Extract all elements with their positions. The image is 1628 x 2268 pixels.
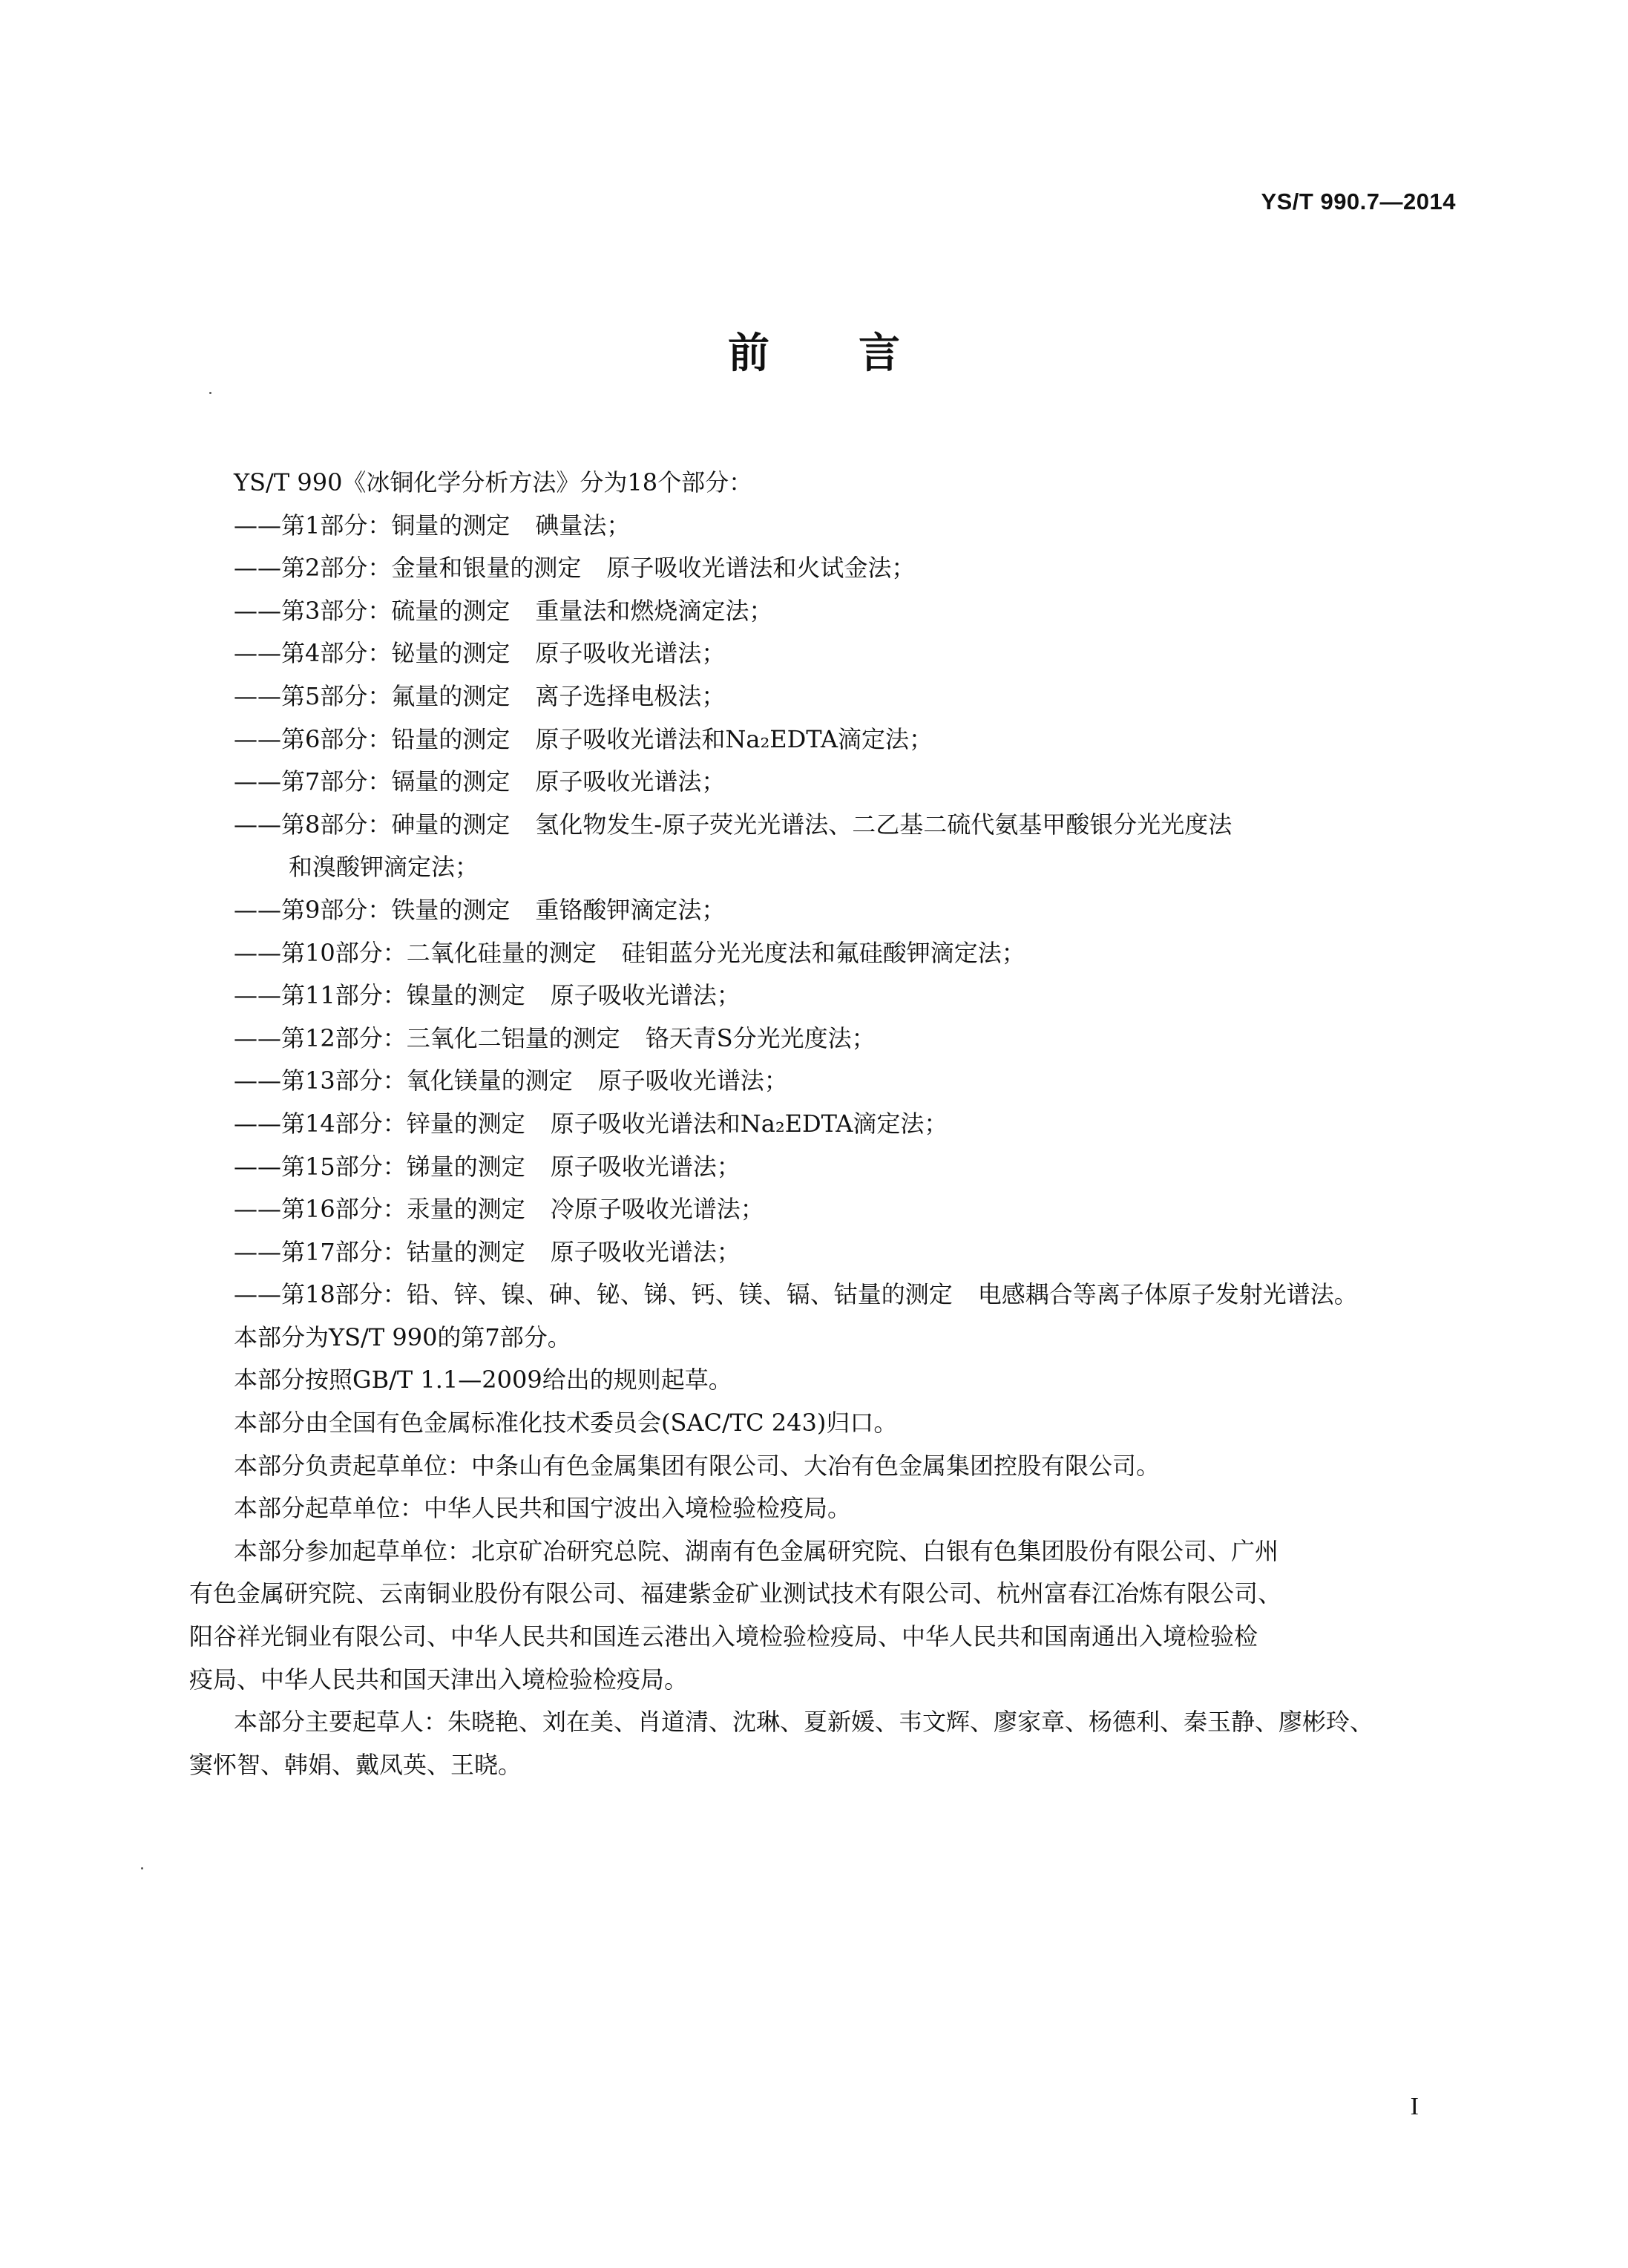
scan-speck: [209, 392, 211, 394]
list-item: [189, 1146, 1462, 1189]
list-item: [189, 675, 1462, 718]
part-method: 原子吸收光谱法；: [535, 767, 726, 796]
paragraph-line: 本部分参加起草单位：北京矿冶研究总院、湖南有色金属研究院、白银有色集团股份有限公司、广州: [234, 1536, 1279, 1565]
list-item: [189, 804, 1462, 847]
paragraph-committee: 本部分由全国有色金属标准化技术委员会(SAC/TC 243)归口。: [234, 1409, 898, 1438]
part-label: ——第8部分：砷量的测定: [234, 810, 511, 839]
list-item: [189, 718, 1462, 761]
list-item: [189, 1231, 1462, 1274]
part-method: 电感耦合等离子体原子发射光谱法。: [977, 1280, 1358, 1309]
part-method: 原子吸收光谱法；: [550, 1237, 741, 1266]
paragraph-line: 窦怀智、韩娟、戴凤英、王晓。: [189, 1750, 522, 1779]
paragraph-responsible-units: 本部分负责起草单位：中条山有色金属集团有限公司、大冶有色金属集团控股有限公司。: [234, 1451, 1161, 1480]
paragraph-line: 本部分主要起草人：朱晓艳、刘在美、肖道清、沈琳、夏新媛、韦文辉、廖家章、杨德利、秦玉静、廖彬玲、: [234, 1708, 1374, 1737]
list-item: [189, 505, 1462, 548]
list-item: [189, 1274, 1462, 1317]
paragraph-drafting-unit: 本部分起草单位：中华人民共和国宁波出入境检验检疫局。: [234, 1494, 852, 1523]
part-method: 原子吸收光谱法；: [597, 1066, 788, 1095]
page-number: I: [1410, 2093, 1419, 2120]
part-method: 重量法和燃烧滴定法；: [535, 596, 773, 625]
standard-code: YS/T 990.7—2014: [1261, 189, 1456, 214]
paragraph-drafting-rules: 本部分按照GB/T 1.1—2009给出的规则起草。: [234, 1366, 732, 1394]
part-label: ——第1部分：铜量的测定: [234, 511, 511, 540]
part-label: ——第18部分：铅、锌、镍、砷、铋、锑、钙、镁、镉、钴量的测定: [234, 1280, 953, 1309]
paragraph-line: 疫局、中华人民共和国天津出入境检验检疫局。: [189, 1665, 689, 1694]
part-label: ——第11部分：镍量的测定: [234, 981, 525, 1010]
part-method: 离子选择电极法；: [535, 681, 726, 710]
page-title: 前言: [728, 330, 989, 378]
part-label: ——第6部分：铅量的测定: [234, 724, 511, 753]
part-method: 原子吸收光谱法；: [535, 639, 726, 668]
part-method: 原子吸收光谱法和Na₂EDTA滴定法；: [550, 1109, 948, 1138]
list-item: [189, 590, 1462, 633]
list-item: [189, 974, 1462, 1017]
part-label: ——第15部分：锑量的测定: [234, 1152, 525, 1181]
part-method: 铬天青S分光光度法；: [645, 1023, 876, 1052]
part-method: 原子吸收光谱法；: [550, 981, 741, 1010]
part-method: 硅钼蓝分光光度法和氟硅酸钾滴定法；: [621, 938, 1025, 967]
part-label: ——第10部分：二氧化硅量的测定: [234, 938, 597, 967]
part-label: ——第3部分：硫量的测定: [234, 596, 511, 625]
list-item: [189, 1103, 1462, 1146]
list-item: [189, 932, 1462, 975]
paragraph-line: 有色金属研究院、云南铜业股份有限公司、福建紫金矿业测试技术有限公司、杭州富春江冶炼有限公司、: [189, 1579, 1282, 1608]
list-item: [189, 1188, 1462, 1231]
paragraph-participating-units: [189, 1530, 1462, 1701]
scan-speck: [141, 1867, 143, 1869]
part-method: 重铬酸钾滴定法；: [535, 895, 726, 924]
paragraph-part-number: 本部分为YS/T 990的第7部分。: [234, 1323, 571, 1351]
part-method: 原子吸收光谱法；: [550, 1152, 741, 1181]
list-item: [189, 632, 1462, 675]
list-item: [189, 1060, 1462, 1103]
list-item: [189, 761, 1462, 804]
part-method: 原子吸收光谱法和Na₂EDTA滴定法；: [535, 724, 933, 753]
paragraph-main-drafters: [189, 1701, 1462, 1786]
list-item: [189, 547, 1462, 590]
part-label: ——第4部分：铋量的测定: [234, 639, 511, 668]
intro-line: YS/T 990《冰铜化学分析方法》分为18个部分：: [234, 468, 753, 496]
document-body: [189, 462, 1462, 1786]
part-method: 氢化物发生-原子荧光光谱法、二乙基二硫代氨基甲酸银分光光度法: [535, 810, 1233, 839]
list-item: [189, 889, 1462, 932]
part-label: ——第2部分：金量和银量的测定: [234, 554, 582, 583]
part-label: ——第9部分：铁量的测定: [234, 895, 511, 924]
part-label: ——第12部分：三氧化二铝量的测定: [234, 1023, 620, 1052]
part-method: 冷原子吸收光谱法；: [550, 1195, 764, 1224]
part-label: ——第17部分：钴量的测定: [234, 1237, 525, 1266]
paragraph-line: 阳谷祥光铜业有限公司、中华人民共和国连云港出入境检验检疫局、中华人民共和国南通出入境检验检: [189, 1622, 1258, 1651]
part-method: 原子吸收光谱法和火试金法；: [606, 554, 916, 583]
part-label: ——第14部分：锌量的测定: [234, 1109, 525, 1138]
list-item-continuation: 和溴酸钾滴定法；: [289, 853, 479, 882]
part-method: 碘量法；: [535, 511, 631, 540]
part-label: ——第13部分：氧化镁量的测定: [234, 1066, 573, 1095]
part-label: ——第16部分：汞量的测定: [234, 1195, 525, 1224]
parts-list: [189, 505, 1462, 1317]
part-label: ——第7部分：镉量的测定: [234, 767, 511, 796]
list-item: [189, 1017, 1462, 1061]
part-label: ——第5部分：氟量的测定: [234, 681, 511, 710]
